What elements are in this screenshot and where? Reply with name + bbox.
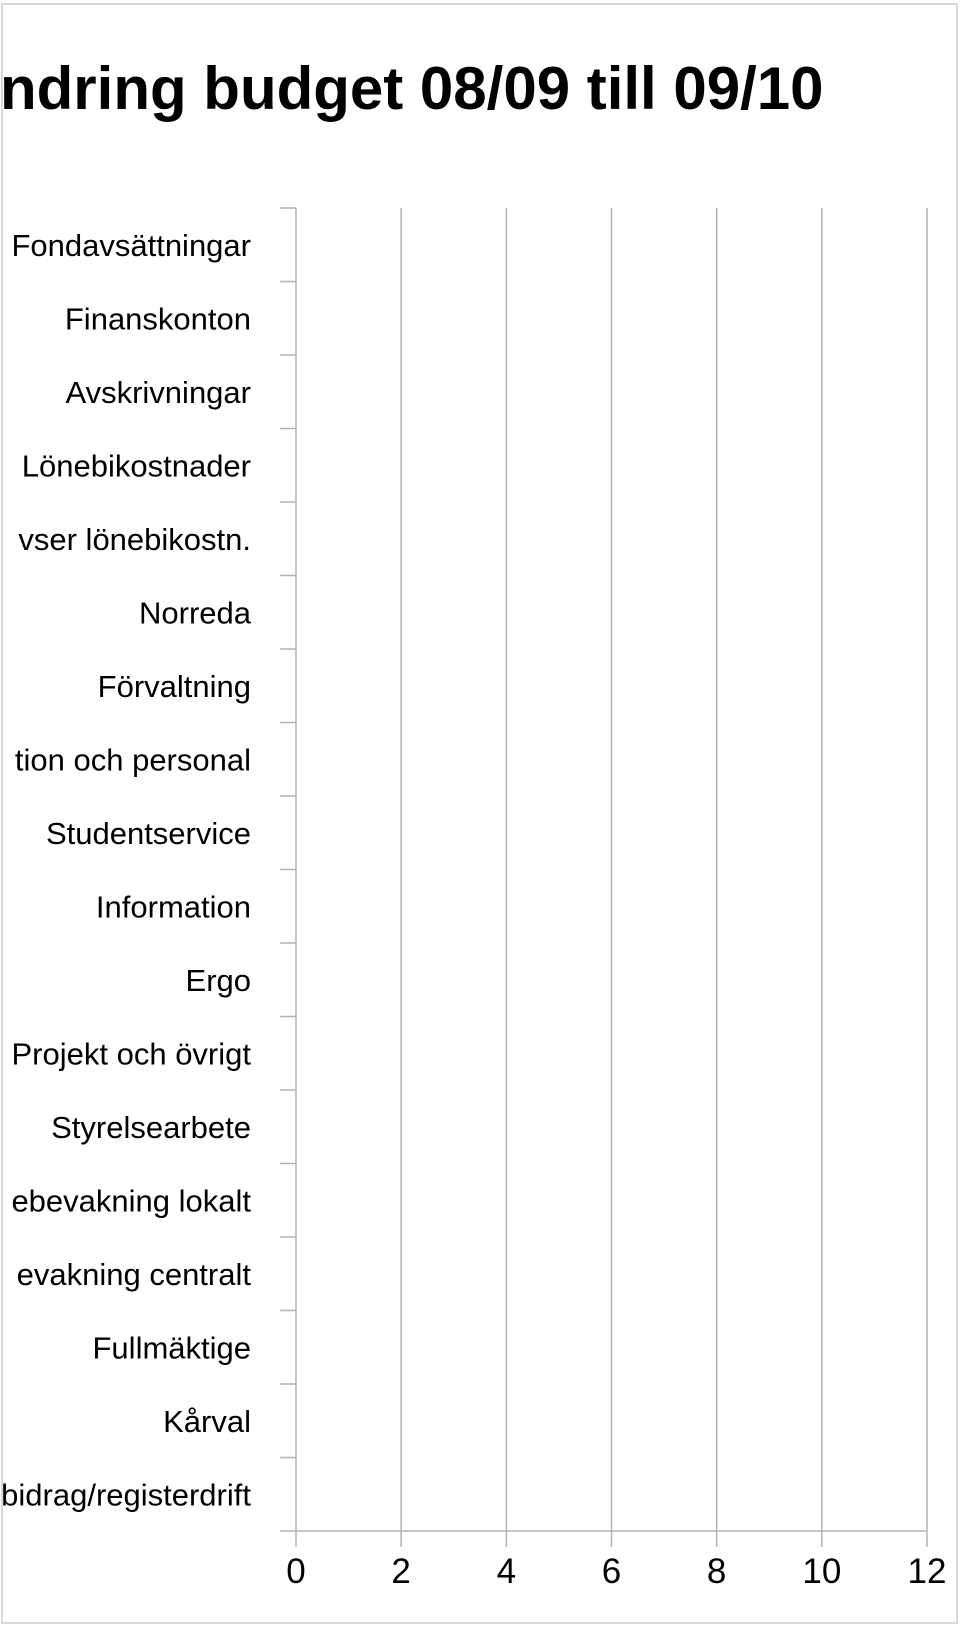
category-label: Styrelsearbete <box>51 1109 251 1145</box>
category-label: Lönebikostnader <box>21 448 251 484</box>
category-label: Information <box>95 889 251 925</box>
x-tick-label: 4 <box>496 1552 517 1591</box>
chart-title: ndring budget 08/09 till 09/10 <box>0 55 824 122</box>
category-label: ebevakning lokalt <box>11 1183 251 1219</box>
category-label: Fondavsättningar <box>11 227 251 263</box>
x-tick-label: 10 <box>802 1552 842 1591</box>
x-tick-label: 6 <box>601 1552 622 1591</box>
x-tick-label: 8 <box>706 1552 727 1591</box>
category-label: vser lönebikostn. <box>18 521 251 557</box>
x-tick-label: 2 <box>391 1552 411 1591</box>
category-label: Kårval <box>163 1403 251 1439</box>
category-label: Avskrivningar <box>65 374 251 410</box>
category-label: tion och personal <box>14 742 251 778</box>
category-label: evakning centralt <box>16 1256 251 1292</box>
category-label: Studentservice <box>45 815 251 851</box>
category-label: bidrag/registerdrift <box>1 1477 251 1513</box>
category-label: Projekt och övrigt <box>11 1036 251 1072</box>
category-label: Förvaltning <box>97 668 251 704</box>
category-label: Finanskonton <box>64 301 251 337</box>
category-label: Fullmäktige <box>92 1330 251 1366</box>
x-tick-label: 12 <box>907 1552 947 1591</box>
category-label: Norreda <box>139 595 251 631</box>
category-label: Ergo <box>185 962 251 998</box>
x-tick-label: 0 <box>286 1552 306 1591</box>
